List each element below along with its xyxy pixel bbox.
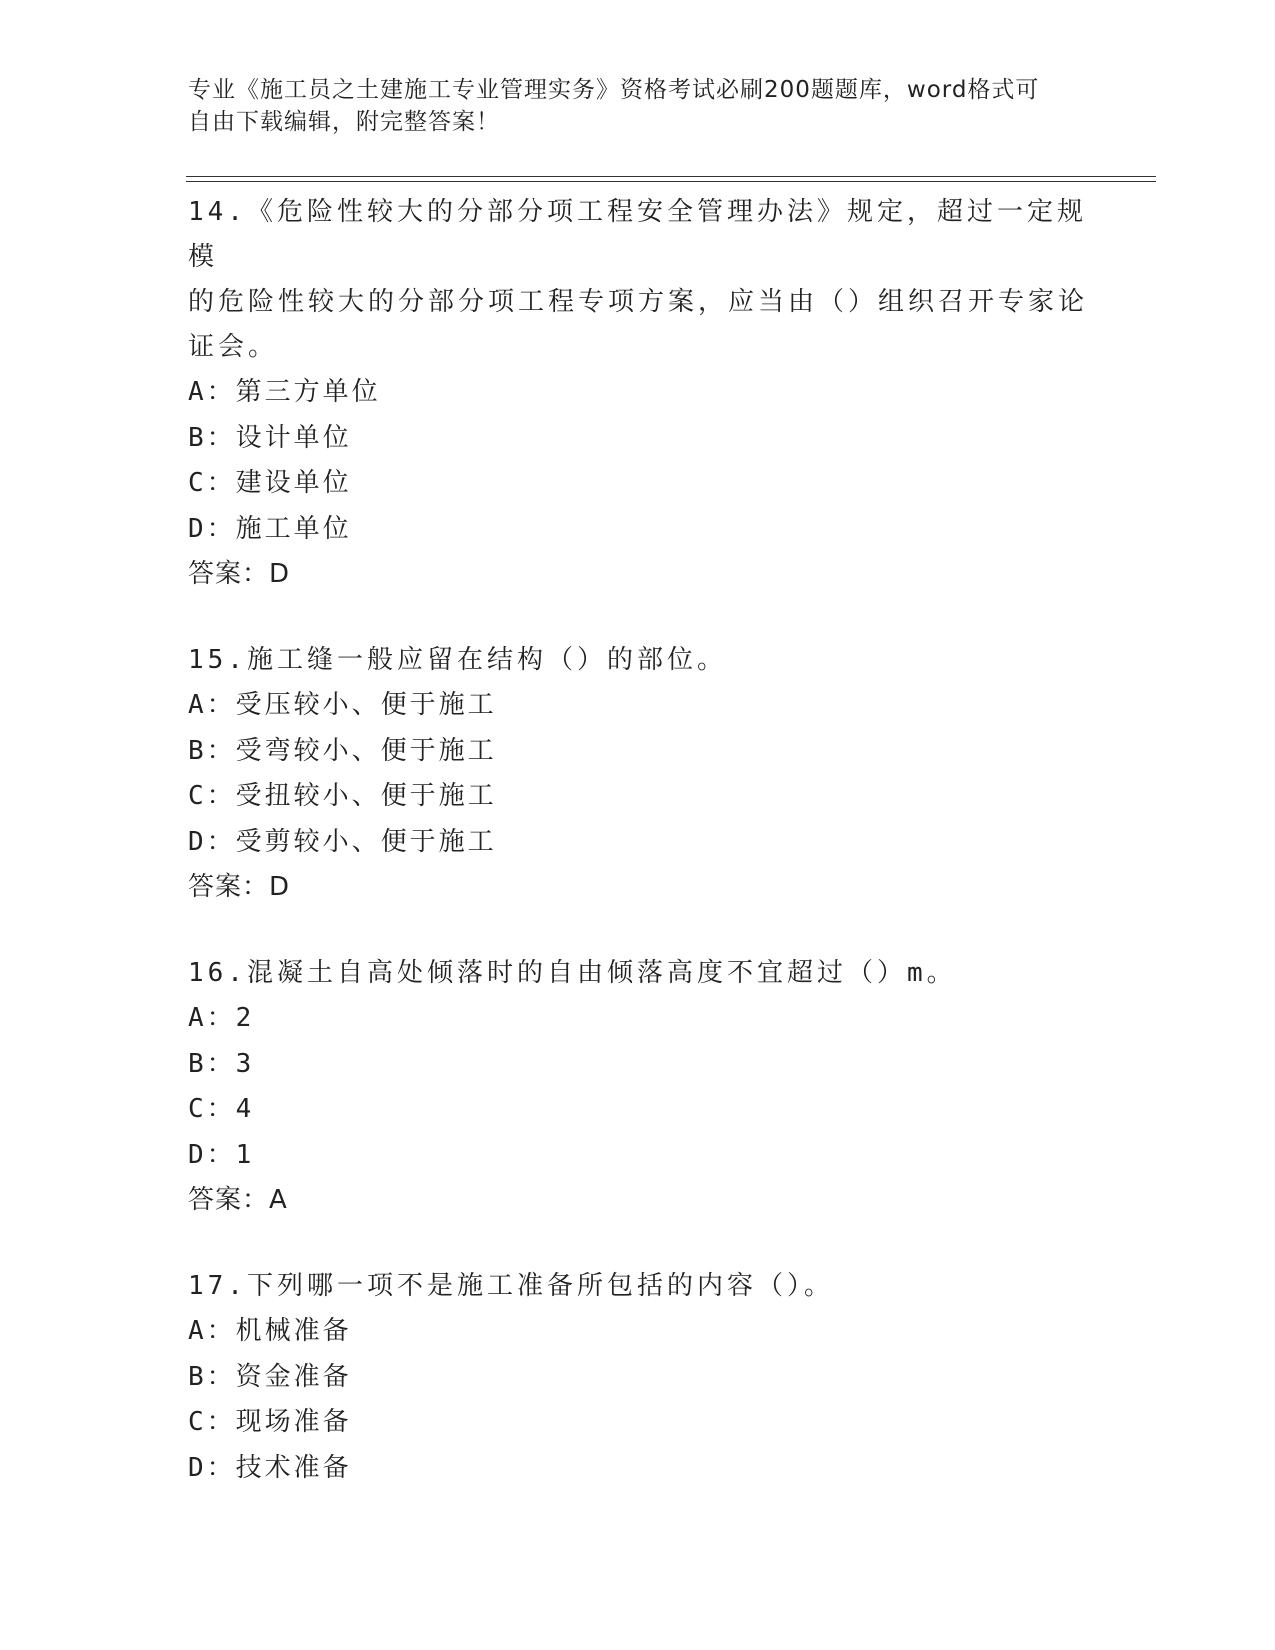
question-17 [188,1264,1088,1491]
option-c: C：受扭较小、便于施工 [188,781,497,811]
option-b: B：资金准备 [188,1361,352,1392]
option-c: C：现场准备 [188,1407,352,1437]
answer-line: 答案：A [188,1185,288,1215]
question-text-line: 15.施工缝一般应留在结构（）的部位。 [188,645,727,675]
header-divider-top [186,176,1156,177]
option-b: B：设计单位 [188,422,352,453]
option-a: A：2 [188,1003,255,1033]
question-14 [188,190,1088,597]
option-a: A：受压较小、便于施工 [188,690,497,720]
question-list [188,190,1088,1532]
answer-line: 答案：D [188,559,291,589]
option-a: A：机械准备 [188,1316,352,1346]
option-b: B：受弯较小、便于施工 [188,735,497,766]
question-text-line: 14.《危险性较大的分部分项工程安全管理办法》规定，超过一定规模 [188,197,1087,272]
answer-line: 答案：D [188,872,291,902]
option-b: B：3 [188,1048,255,1079]
question-16 [188,951,1088,1223]
question-15 [188,638,1088,910]
option-d: D：技术准备 [188,1452,352,1483]
question-text-line: 证会。 [188,332,279,362]
option-d: D：受剪较小、便于施工 [188,826,497,857]
header-line-1: 专业《施工员之土建施工专业管理实务》资格考试必刷200题题库，word格式可 [188,77,1040,103]
header-divider-bottom [186,181,1156,182]
question-text-line: 16.混凝土自高处倾落时的自由倾落高度不宜超过（）m。 [188,958,957,988]
option-c: C：建设单位 [188,468,352,498]
option-a: A：第三方单位 [188,377,381,407]
option-c: C：4 [188,1094,255,1124]
document-header [188,74,1088,138]
question-text-line: 的危险性较大的分部分项工程专项方案，应当由（）组织召开专家论 [188,287,1089,317]
option-d: D：1 [188,1139,255,1170]
header-line-2: 自由下载编辑，附完整答案！ [188,109,500,135]
question-text-line: 17.下列哪一项不是施工准备所包括的内容（）。 [188,1271,834,1301]
option-d: D：施工单位 [188,513,352,544]
